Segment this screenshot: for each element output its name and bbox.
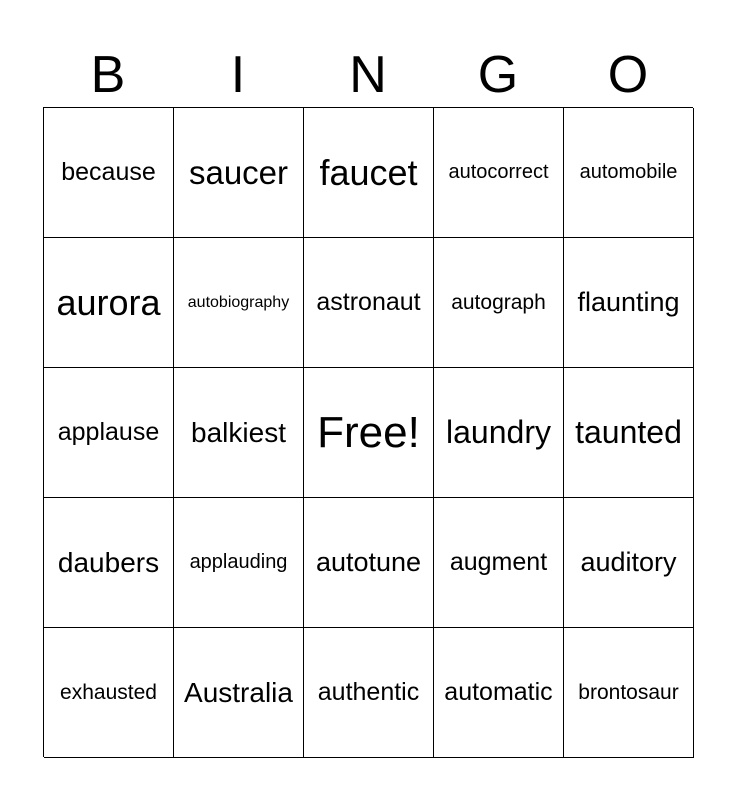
bingo-cell[interactable]: balkiest: [174, 368, 304, 498]
bingo-cell[interactable]: autograph: [434, 238, 564, 368]
header-letter-b: B: [90, 46, 126, 104]
bingo-cell[interactable]: flaunting: [564, 238, 694, 368]
header-letter-o: O: [607, 46, 649, 104]
bingo-board: [43, 107, 693, 757]
bingo-cell[interactable]: brontosaur: [564, 628, 694, 758]
bingo-cell[interactable]: autocorrect: [434, 108, 564, 238]
bingo-cell[interactable]: saucer: [174, 108, 304, 238]
header-letter-g: G: [477, 46, 519, 104]
bingo-cell[interactable]: autotune: [304, 498, 434, 628]
bingo-cell[interactable]: taunted: [564, 368, 694, 498]
bingo-cell[interactable]: automatic: [434, 628, 564, 758]
bingo-cell[interactable]: applauding: [174, 498, 304, 628]
bingo-cell[interactable]: because: [44, 108, 174, 238]
header-letter-n: N: [349, 46, 387, 104]
bingo-cell[interactable]: exhausted: [44, 628, 174, 758]
bingo-cell[interactable]: laundry: [434, 368, 564, 498]
header-letter-i: I: [230, 46, 246, 104]
bingo-cell[interactable]: authentic: [304, 628, 434, 758]
bingo-cell[interactable]: augment: [434, 498, 564, 628]
free-space[interactable]: Free!: [304, 368, 434, 498]
bingo-cell[interactable]: astronaut: [304, 238, 434, 368]
bingo-header: [43, 45, 693, 105]
bingo-cell[interactable]: autobiography: [174, 238, 304, 368]
bingo-cell[interactable]: applause: [44, 368, 174, 498]
bingo-cell[interactable]: Australia: [174, 628, 304, 758]
bingo-cell[interactable]: faucet: [304, 108, 434, 238]
bingo-cell[interactable]: automobile: [564, 108, 694, 238]
bingo-cell[interactable]: auditory: [564, 498, 694, 628]
bingo-cell[interactable]: daubers: [44, 498, 174, 628]
bingo-cell[interactable]: aurora: [44, 238, 174, 368]
